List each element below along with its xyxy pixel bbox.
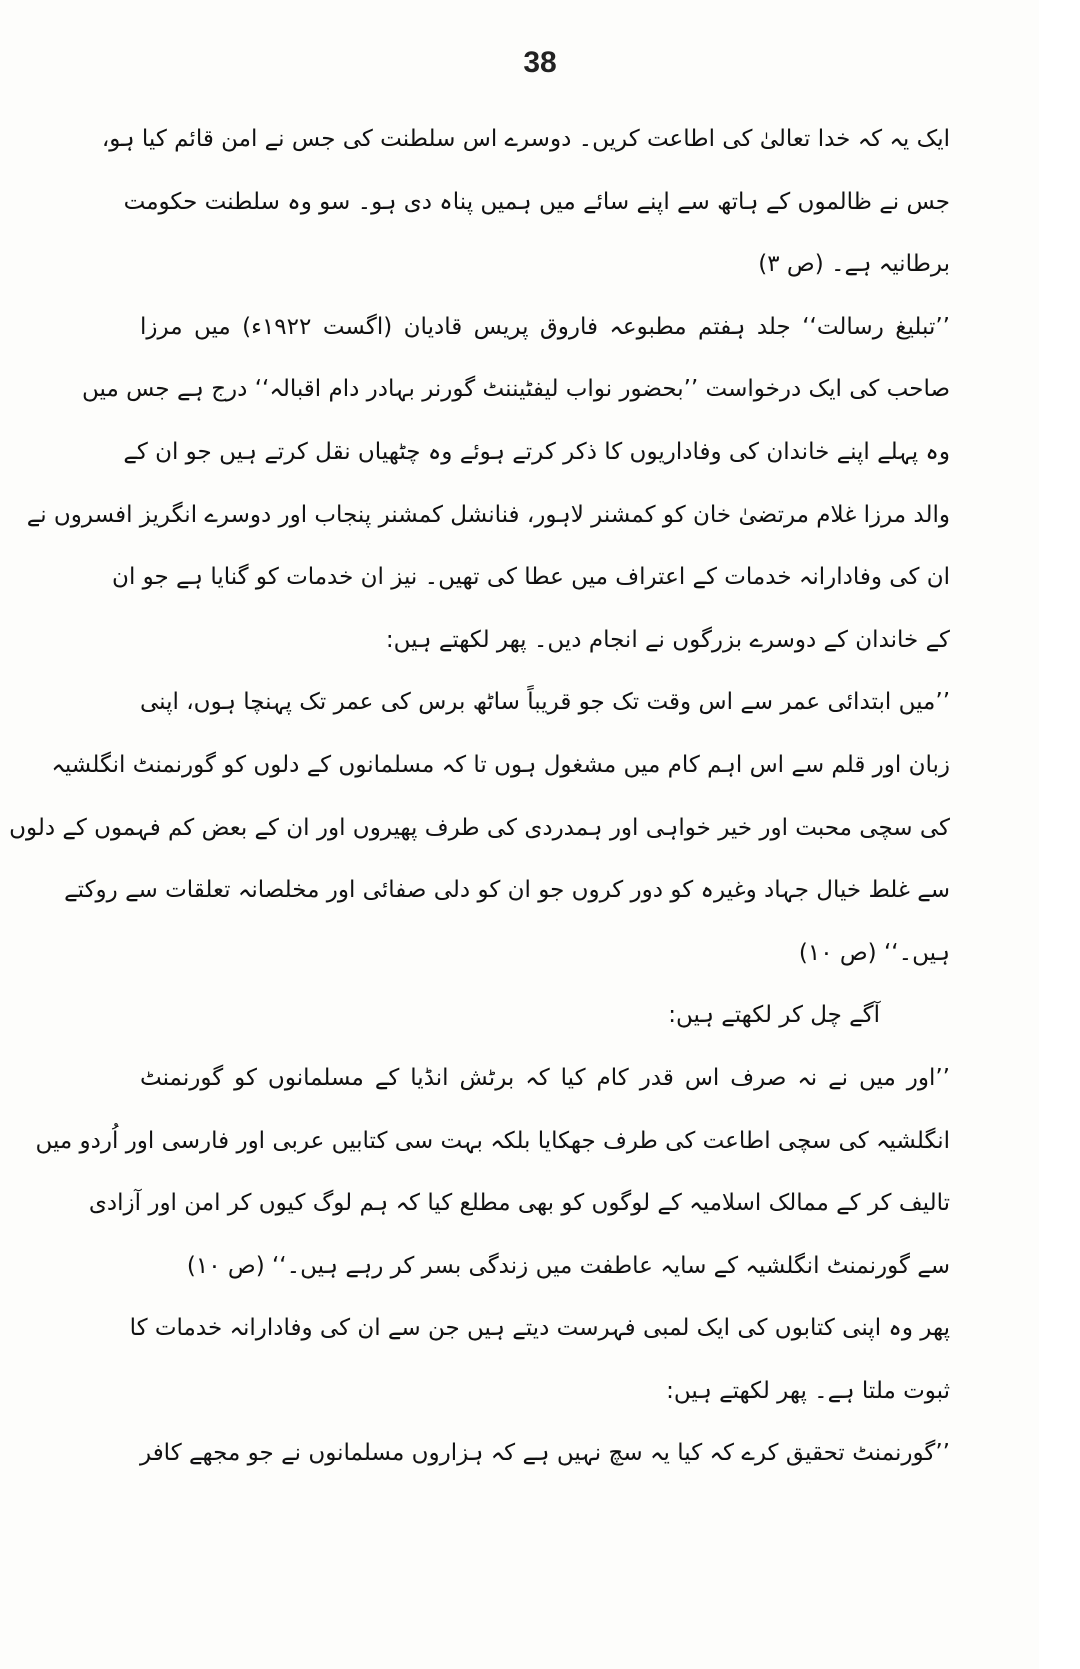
text-line: ایک یہ کہ خدا تعالیٰ کی اطاعت کریں۔ دوسرے اس سلطنت کی جس نے امن قائم کیا ہو، <box>101 126 950 152</box>
quote-line: ’’میں ابتدائی عمر سے اس وقت تک جو قریباً ساٹھ برس کی عمر تک پہنچا ہوں، اپنی <box>140 689 950 716</box>
quote-line: سے گورنمنٹ انگلشیہ کے سایہ عاطفت میں زندگی بسر کر رہے ہیں۔‘‘ (ص ۱۰) <box>186 1252 950 1279</box>
text-line: والد مرزا غلام مرتضیٰ خان کو کمشنر لاہور، فنانشل کمشنر پنجاب اور دوسرے انگریز افسروں نے <box>26 501 950 528</box>
quote-line: ’’گورنمنٹ تحقیق کرے کہ کیا یہ سچ نہیں ہے کہ ہزاروں مسلمانوں نے جو مجھے کافر <box>140 1440 950 1467</box>
text-line: صاحب کی ایک درخواست ’’بحضور نواب لیفٹیننٹ گورنر بہادر دام اقبالہ‘‘ درج ہے جس میں <box>82 376 950 403</box>
text-line: ان کی وفادارانہ خدمات کے اعتراف میں عطا کی تھیں۔ نیز ان خدمات کو گنایا ہے جو ان <box>112 564 950 591</box>
quote-line: تالیف کر کے ممالک اسلامیہ کے لوگوں کو بھی مطلع کیا کہ ہم لوگ کیوں کر امن اور آزادی <box>88 1190 950 1217</box>
body-text <box>9 108 950 1485</box>
text-line: کے خاندان کے دوسرے بزرگوں نے انجام دیں۔ پھر لکھتے ہیں: <box>385 626 950 653</box>
quote-line: ’’اور میں نے نہ صرف اس قدر کام کیا کہ برٹش انڈیا کے مسلمانوں کو گورنمنٹ <box>140 1064 950 1091</box>
quote-line: کی سچی محبت اور خیر خواہی اور ہمدردی کی طرف پھیروں اور ان کے بعض کم فہموں کے دلوں <box>9 814 950 841</box>
quote-line: ہیں۔‘‘ (ص ۱۰) <box>798 939 950 966</box>
quote-line: زبان اور قلم سے اس اہم کام میں مشغول ہوں تا کہ مسلمانوں کے دلوں کو گورنمنٹ انگلشیہ <box>51 751 950 778</box>
text-line: ثبوت ملتا ہے۔ پھر لکھتے ہیں: <box>666 1377 950 1404</box>
page-number: 38 <box>523 46 557 79</box>
text-line: جس نے ظالموں کے ہاتھ سے اپنے سائے میں ہمیں پناہ دی ہو۔ سو وہ سلطنت حکومت <box>123 188 950 215</box>
text-line: آگے چل کر لکھتے ہیں: <box>668 1002 880 1029</box>
quote-line: سے غلط خیال جہاد وغیرہ کو دور کروں جو ان کو دلی صفائی اور مخلصانہ تعلقات سے روکتے <box>64 877 950 904</box>
quote-line: انگلشیہ کی سچی اطاعت کی طرف جھکایا بلکہ بہت سی کتابیں عربی اور فارسی اور اُردو میں <box>35 1127 950 1154</box>
text-line: ’’تبلیغ رسالت‘‘ جلد ہفتم مطبوعہ فاروق پریس قادیان (اگست ۱۹۲۲ء) میں مرزا <box>140 313 950 340</box>
text-line: وہ پہلے اپنے خاندان کی وفاداریوں کا ذکر کرتے ہوئے وہ چٹھیاں نقل کرتے ہیں جو ان کے <box>123 438 950 465</box>
text-line: پھر وہ اپنی کتابوں کی ایک لمبی فہرست دیتے ہیں جن سے ان کی وفادارانہ خدمات کا <box>129 1315 950 1342</box>
text-line: برطانیہ ہے۔ (ص ۳) <box>758 251 950 278</box>
